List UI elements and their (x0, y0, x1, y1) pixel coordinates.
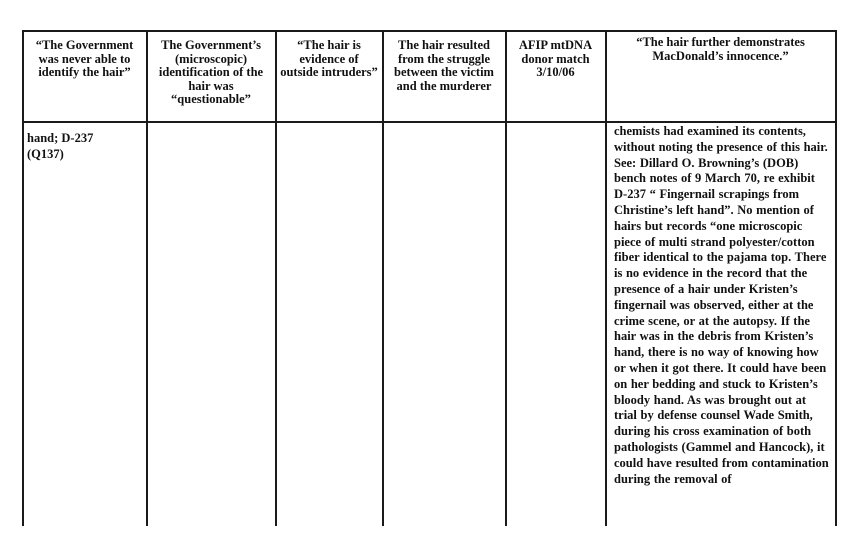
header-government-unable-identify: “The Government was never able to identify the hair” (35, 38, 134, 80)
header-macdonald-innocence: “The hair further demonstrates MacDonald’s innocence.” (636, 35, 805, 63)
header-afip-mtdna-match: AFIP mtDNA donor match 3/10/06 (518, 38, 593, 80)
header-outside-intruders: “The hair is evidence of outside intruders” (280, 38, 378, 80)
header-bottom-rule (22, 121, 837, 123)
innocence-argument-text: chemists had examined its contents, without noting the presence of this hair. See: Dillard O. Browning’s (DOB) bench notes of 9 March 70, re exhibit D-237 “ Fingernail scrapings from Christine’s left hand”. No mention of hairs but records “one microscopic piece of multi strand polyester/cotton fiber identical to the pajama top. There is no evidence in the record that the presence of a hair under Kristen’s fingernail was observed, either at the crime scene, or at the autopsy. If the hair was in the debris from Kristen’s hand, there is no way of knowing how or when it got there. It could have been on her bedding and stuck to Kristen’s bloody hand. As was brought out at trial by defense counsel Wade Smith, during his cross examination of both pathologists (Gammel and Hancock), it could have resulted from contamination during the removal of (614, 124, 829, 486)
column-divider (275, 30, 277, 526)
header-microscopic-identification: The Government’s (microscopic) identification of the hair was “questionable” (158, 38, 264, 107)
row-label-exhibit: hand; D-237 (Q137) (27, 131, 94, 161)
column-divider (22, 30, 24, 526)
evidence-table (22, 30, 838, 526)
column-divider (835, 30, 837, 526)
column-divider (505, 30, 507, 526)
table-top-rule (22, 30, 837, 32)
column-divider (382, 30, 384, 526)
header-struggle-victim-murderer: The hair resulted from the struggle between the victim and the murderer (394, 38, 494, 93)
